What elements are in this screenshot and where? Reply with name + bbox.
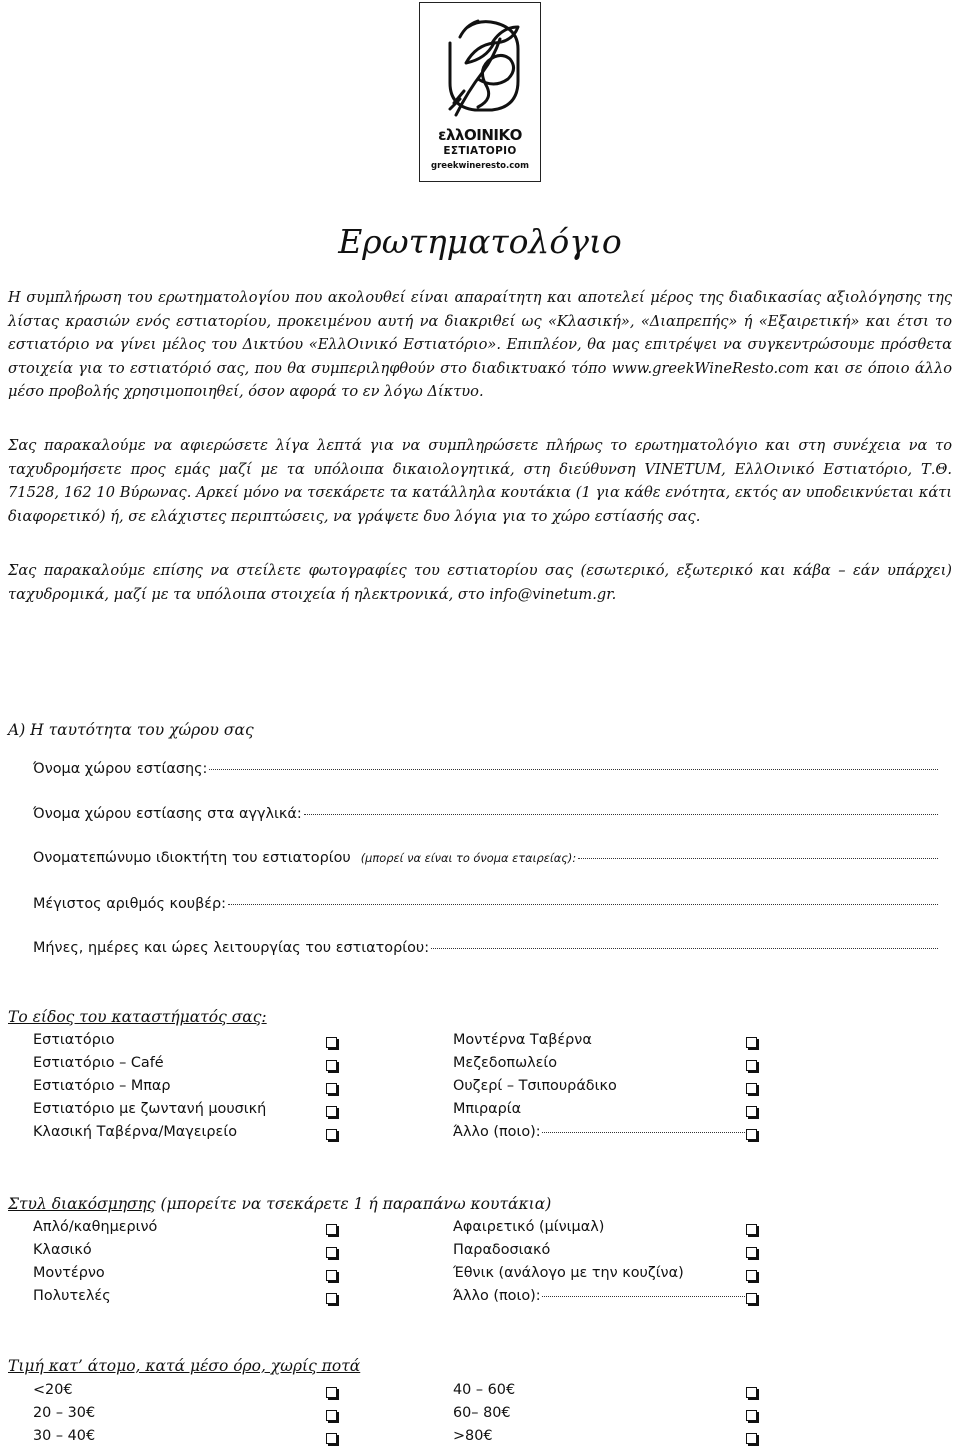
option-label: <20€	[33, 1382, 73, 1398]
option-label: 30 – 40€	[33, 1428, 96, 1444]
option-label: Αφαιρετικό (μίνιμαλ)	[453, 1219, 605, 1235]
option-label: Πολυτελές	[33, 1288, 111, 1304]
option-label: 20 – 30€	[33, 1405, 96, 1421]
opening-hours-field[interactable]	[33, 940, 938, 956]
checkbox[interactable]	[326, 1270, 337, 1281]
logo-website: greekwineresto.com	[431, 161, 529, 171]
option-label: Μοντέρνα Ταβέρνα	[453, 1032, 592, 1048]
checkbox[interactable]	[326, 1037, 337, 1048]
fill-in-line[interactable]	[542, 1131, 745, 1133]
photos-paragraph: Σας παρακαλούμε επίσης να στείλετε φωτογραφίες του εστιατορίου σας (εσωτερικό, εξωτερικό και κάβα – εάν υπάρχει) ταχυδρομικά, μαζί με τα υπόλοιπα στοιχεία ή ηλεκτρονικά, στο info@vinetum.gr.	[8, 562, 952, 603]
field-label: Όνομα χώρου εστίασης στα αγγλικά:	[33, 806, 302, 822]
option-label: Εστιατόριο με ζωντανή μουσική	[33, 1101, 267, 1117]
option-label: >80€	[453, 1428, 493, 1444]
intro-paragraph: Η συμπλήρωση του ερωτηματολογίου που ακολουθεί είναι απαραίτητη και αποτελεί μέρος της διαδικασίας αξιολόγησης της λίστας κρασιών ενός εστιατορίου, προκειμένου αυτή να διακριθεί ως «Κλασική», «Διαπρεπής» ή «Εξαιρετική» και έτσι το εστιατόριο να γίνει μέλος του Δικτύου «ΕλλΟινικό Εστιατόριο». Επιπλέον, θα μας επιτρέψει να συγκεντρώσουμε πρόσθετα στοιχεία για το εστιατόριό σας, που θα συμπεριληφθούν στο διαδικτυακό τόπο www.greekWineResto.com και σε όποιο άλλο μέσο προβολής χρησιμοποιηθεί, όσον αφορά το εν λόγω Δίκτυο.	[8, 289, 952, 400]
logo-brand-name: ελλΟΙΝΙΚΟ	[438, 126, 522, 144]
checkbox[interactable]	[746, 1083, 757, 1094]
vine-plant-logo-icon	[420, 3, 542, 128]
checkbox[interactable]	[746, 1037, 757, 1048]
option-label: Εστιατόριο – Café	[33, 1055, 164, 1071]
option-label: Απλό/καθημερινό	[33, 1219, 158, 1235]
option-label: Έθνικ (ανάλογο με την κουζίνα)	[453, 1265, 684, 1281]
field-note: (μπορεί να είναι το όνομα εταιρείας):	[360, 851, 577, 865]
field-label: Ονοματεπώνυμο ιδιοκτήτη του εστιατορίου	[33, 850, 351, 866]
option-label: Μπιραρία	[453, 1101, 522, 1117]
fill-in-line[interactable]	[304, 813, 938, 815]
checkbox[interactable]	[746, 1387, 757, 1398]
store-type-heading: Το είδος του καταστήματός σας:	[8, 1008, 267, 1026]
option-label: Άλλο (ποιο):	[453, 1288, 541, 1304]
other-option[interactable]	[453, 1288, 745, 1304]
option-label: 40 – 60€	[453, 1382, 516, 1398]
checkbox[interactable]	[746, 1060, 757, 1071]
checkbox[interactable]	[746, 1129, 757, 1140]
checkbox[interactable]	[326, 1060, 337, 1071]
checkbox[interactable]	[326, 1387, 337, 1398]
restaurant-name-field[interactable]	[33, 761, 938, 777]
checkbox[interactable]	[746, 1270, 757, 1281]
checkbox[interactable]	[326, 1106, 337, 1117]
decor-style-heading: Στυλ διακόσμησης (μπορείτε να τσεκάρετε 1 ή παραπάνω κουτάκια)	[8, 1195, 552, 1213]
logo	[419, 2, 541, 182]
section-a-title: Α) Η ταυτότητα του χώρου σας	[8, 721, 254, 739]
other-option[interactable]	[453, 1124, 745, 1140]
checkbox[interactable]	[746, 1224, 757, 1235]
checkbox[interactable]	[326, 1129, 337, 1140]
checkbox[interactable]	[326, 1224, 337, 1235]
owner-name-field[interactable]	[33, 850, 938, 866]
max-covers-field[interactable]	[33, 896, 938, 912]
price-heading: Τιμή κατ’ άτομο, κατά μέσο όρο, χωρίς ποτά	[8, 1357, 361, 1375]
fill-in-line[interactable]	[228, 903, 938, 905]
option-label: Εστιατόριο – Μπαρ	[33, 1078, 171, 1094]
option-label: Άλλο (ποιο):	[453, 1124, 541, 1140]
page-title: Ερωτηματολόγιο	[338, 222, 622, 261]
option-label: Κλασικό	[33, 1242, 92, 1258]
checkbox[interactable]	[746, 1410, 757, 1421]
fill-in-line[interactable]	[542, 1295, 745, 1297]
logo-brand-subtitle: ΕΣΤΙΑΤΟΡΙΟ	[443, 145, 517, 157]
option-label: 60– 80€	[453, 1405, 511, 1421]
option-label: Εστιατόριο	[33, 1032, 115, 1048]
checkbox[interactable]	[746, 1106, 757, 1117]
checkbox[interactable]	[326, 1083, 337, 1094]
field-label: Μήνες, ημέρες και ώρες λειτουργίας του εστιατορίου:	[33, 940, 430, 956]
restaurant-name-english-field[interactable]	[33, 806, 938, 822]
checkbox[interactable]	[326, 1410, 337, 1421]
option-label: Μοντέρνο	[33, 1265, 105, 1281]
checkbox[interactable]	[746, 1433, 757, 1444]
option-label: Μεζεδοπωλείο	[453, 1055, 558, 1071]
instructions-paragraph: Σας παρακαλούμε να αφιερώσετε λίγα λεπτά για να συμπληρώσετε πλήρως το ερωτηματολόγιο και στη συνέχεια να το ταχυδρομήσετε προς εμάς μαζί με τα υπόλοιπα δικαιολογητικά, στη διεύθυνση VINETUM, ΕλλΟινικό Εστιατόριο, Τ.Θ. 71528, 162 10 Βύρωνας. Αρκεί μόνο να τσεκάρετε τα κατάλληλα κουτάκια (1 για κάθε ενότητα, εκτός αν υποδεικνύεται κάτι διαφορετικό) ή, σε ελάχιστες περιπτώσεις, να γράψετε δυο λόγια για το χώρο εστίασής σας.	[8, 437, 952, 525]
fill-in-line[interactable]	[578, 857, 938, 859]
option-label: Παραδοσιακό	[453, 1242, 551, 1258]
fill-in-line[interactable]	[209, 768, 938, 770]
fill-in-line[interactable]	[431, 947, 938, 949]
checkbox[interactable]	[326, 1433, 337, 1444]
option-label: Ουζερί – Τσιπουράδικο	[453, 1078, 617, 1094]
option-label: Κλασική Ταβέρνα/Μαγειρείο	[33, 1124, 238, 1140]
field-label: Μέγιστος αριθμός κουβέρ:	[33, 896, 227, 912]
checkbox[interactable]	[746, 1293, 757, 1304]
checkbox[interactable]	[746, 1247, 757, 1258]
checkbox[interactable]	[326, 1247, 337, 1258]
checkbox[interactable]	[326, 1293, 337, 1304]
field-label: Όνομα χώρου εστίασης:	[33, 761, 208, 777]
